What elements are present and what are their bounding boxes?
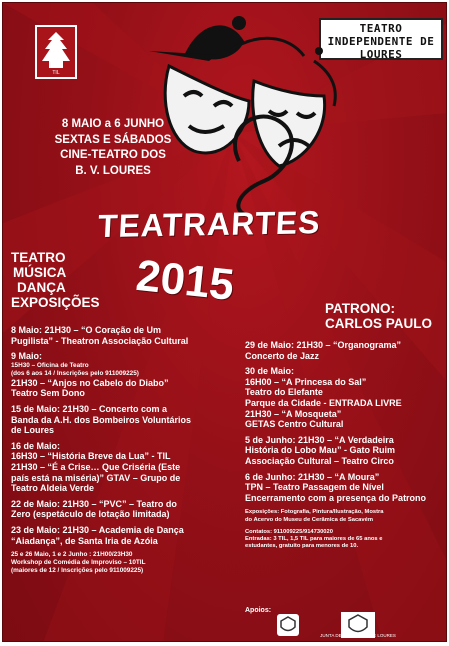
event-note: 15H30 – Oficina de Teatro [11,361,89,369]
event-line: História do Lobo Mau” - Gato Ruim [245,445,395,456]
event-line: 16H30 – “História Breve da Lua” - TIL [11,451,171,462]
event-line: 16H00 – “A Princesa do Sal” [245,376,367,387]
event-line: 21H30 – “A Mosqueta” [245,408,342,419]
event-line: 30 de Maio: [245,366,295,377]
event-block [11,351,237,399]
municipality-seal-icon [277,614,299,636]
contacts-note [245,529,441,551]
patron-label: PATRONO: [325,301,395,316]
event-note: (maiores de 12 / Inscrições pelo 911009225) [11,567,144,575]
event-line: Teatro Aldeia Verde [11,483,95,494]
event-line: Banda da A.H. dos Bombeiros Voluntários [11,414,192,425]
event-line: 5 de Junho: 21H30 – “A Verdadeira [245,434,394,445]
patron-name: CARLOS PAULO [325,316,432,331]
event-block [245,340,441,361]
event-line: “Aiadança”, de Santa Iria de Azóia [11,535,158,546]
patron-block [325,301,432,331]
logo-line-1: TEATRO [359,22,403,35]
emblem-label: TIL [52,70,60,76]
event-line: Zero (espetáculo de lotação limitada) [11,509,170,520]
sponsors-label: Apoios: [245,607,272,614]
event-line: Encerramento com a presença do Patrono [245,492,427,503]
event-line: Teatro Sem Dono [11,388,85,399]
dates-line-1: 8 MAIO a 6 JUNHO [61,118,165,130]
event-block [11,404,237,436]
event-line: 6 de Junho: 21H30 – “A Moura” [245,471,380,482]
event-block [11,325,237,346]
parish-seal-label: JUNTA DE FREGUESIA DE LOURES [320,633,396,638]
event-block [245,435,441,467]
event-line: Concerto de Jazz [245,350,320,361]
event-block [11,525,237,546]
event-dates-venue [43,117,183,179]
event-block [245,472,441,504]
festival-year: 2015 [133,251,237,310]
event-poster [2,2,447,642]
event-line: Pugilista” - Theatron Associação Cultural [11,335,189,346]
event-line: GETAS Centro Cultural [245,419,344,430]
info-line: estudantes, gratuito para menores de 10. [245,543,359,550]
theatre-company-emblem-icon [35,25,77,79]
event-note: 25 e 26 Maio, 1 e 2 Junho : 21H00/23H30 [11,551,133,559]
event-line: Parque da Cidade - ENTRADA LIVRE [245,397,402,408]
event-line: 22 de Maio: 21H30 – “PVC” – Teatro do [11,498,177,509]
event-line: 9 Maio: [11,351,43,362]
info-line: Contatos: 911009225/914730020 [245,528,333,535]
category-item: TEATRO [11,250,66,265]
info-line: do Acervo do Museu de Cerâmica de Sacavém [245,516,374,523]
category-list [11,250,100,310]
dates-line-3: CINE-TEATRO DOS [60,149,166,161]
theatre-masks-illustration [89,11,349,221]
exhibitions-note [245,509,441,523]
event-line: 29 de Maio: 21H30 – “Organograma” [245,340,402,350]
category-item: EXPOSIÇÕES [11,295,100,310]
event-line: de Loures [11,425,55,436]
event-block [245,366,441,430]
event-line: 21H30 – “Anjos no Cabelo do Diabo” [11,377,169,388]
event-line: país está na miséria)” GTAV – Grupo de [11,472,181,483]
dates-line-4: B. V. LOURES [75,164,151,177]
logo-line-3: LOURES [359,48,403,61]
event-block [11,499,237,520]
logo-line-2: INDEPENDENTE DE [327,35,435,48]
left-schedule [11,325,237,580]
event-line: 21H30 – “É a Crise… Que Criséria (Este [11,461,181,472]
event-note: (dos 6 aos 14 / Inscrições pelo 911009225) [11,369,139,377]
event-block [11,441,237,494]
event-block [11,551,237,575]
event-line: 23 de Maio: 21H30 – Academia de Dança [11,524,184,535]
dates-line-2: SEXTAS E SÁBADOS [54,133,172,146]
event-line: 8 Maio: 21H30 – “O Coração de Um [11,325,162,335]
event-line: 15 de Maio: 21H30 – Concerto com a [11,403,168,414]
right-schedule [245,340,441,555]
info-line: Entradas: 3 TIL, 1,5 TIL para maiores de 65 anos e [245,535,383,542]
event-line: Teatro do Elefante [245,387,323,398]
category-item: MÚSICA [13,265,67,280]
event-line: Associação Cultural – Teatro Circo [245,455,394,466]
festival-title: TEATRARTES [97,204,322,245]
event-note: Workshop de Comédia de Improviso – 10TIL [11,559,146,567]
event-line: TPN – Teatro Passagem de Nível [245,482,384,493]
info-line: Exposições: Fotografia, Pintura/Ilustração, Mostra [245,509,384,516]
event-line: 16 de Maio: [11,440,61,451]
category-item: DANÇA [17,280,66,295]
